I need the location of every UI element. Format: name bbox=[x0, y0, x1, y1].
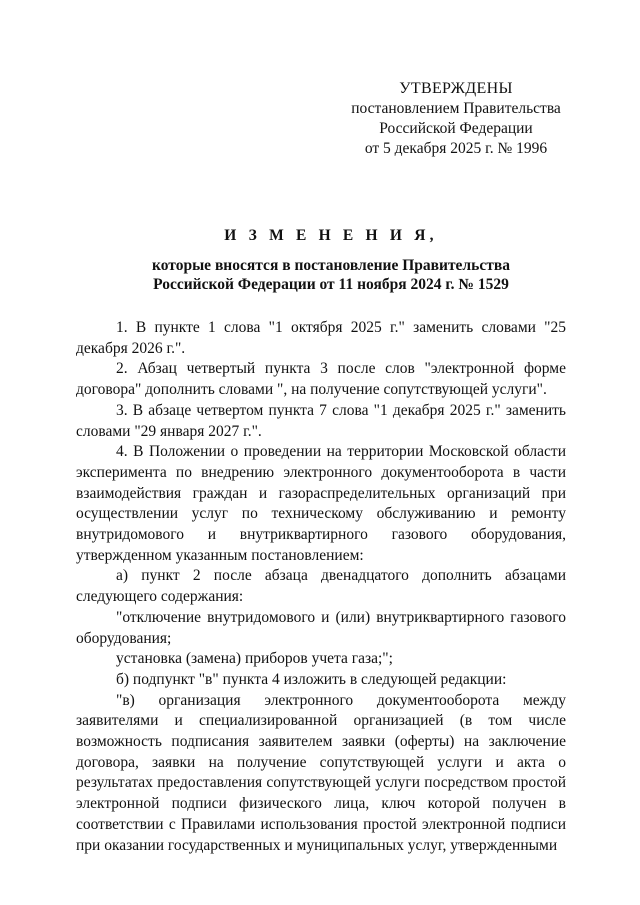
paragraph: "в) организация электронного документооборота между заявителями и специализированной организацией (в том числе возможность подписания заявителем заявки (оферты) на заключение договора, заявки на получение сопутствующей услуги и акта о результатах предоставления сопутствующей услуги посредством простой электронной подписи физического лица, ключ которой получен в соответствии с Правилами использования простой электронной подписи при оказании государственных и муниципальных услуг, утвержденными bbox=[76, 691, 566, 854]
approval-stamp bbox=[340, 79, 572, 159]
paragraph: а) пункт 2 после абзаца двенадцатого дополнить абзацами следующего содержания: bbox=[76, 567, 566, 606]
paragraph: 4. В Положении о проведении на территории Московской области эксперимента по внедрению электронного документооборота в части взаимодействия граждан и газораспределительных организаций при осуществлении услуг по техническому обслуживанию и ремонту внутридомового и внутриквартирного газового оборудования, утвержденном указанным постановлением: bbox=[76, 443, 566, 564]
paragraph: 2. Абзац четвертый пункта 3 после слов "электронной форме договора" дополнить словами ", на получение сопутствующей услуги". bbox=[76, 360, 566, 399]
document-subtitle-line: Российской Федерации от 11 ноября 2024 г. № 1529 bbox=[153, 276, 509, 293]
approval-line: Российской Федерации bbox=[379, 120, 533, 137]
approval-date: от 5 декабря 2025 г. № 1996 bbox=[364, 140, 548, 157]
document-body bbox=[76, 318, 566, 856]
document-subtitle-line: которые вносятся в постановление Правительства bbox=[152, 257, 510, 274]
approval-line: постановлением Правительства bbox=[351, 100, 561, 117]
paragraph: б) подпункт "в" пункта 4 изложить в следующей редакции: bbox=[116, 670, 507, 688]
document-title: И З М Е Н Е Н И Я, bbox=[224, 227, 438, 244]
document-heading bbox=[78, 226, 584, 294]
approval-heading: УТВЕРЖДЕНЫ bbox=[399, 80, 513, 97]
paragraph: 3. В абзаце четвертом пункта 7 слова "1 декабря 2025 г." заменить словами "29 января 2027 г.". bbox=[76, 401, 566, 440]
paragraph: "отключение внутридомового и (или) внутриквартирного газового оборудования; bbox=[76, 608, 566, 647]
paragraph: установка (замена) приборов учета газа;"; bbox=[116, 650, 393, 668]
paragraph: 1. В пункте 1 слова "1 октября 2025 г." заменить словами "25 декабря 2026 г.". bbox=[76, 319, 566, 357]
